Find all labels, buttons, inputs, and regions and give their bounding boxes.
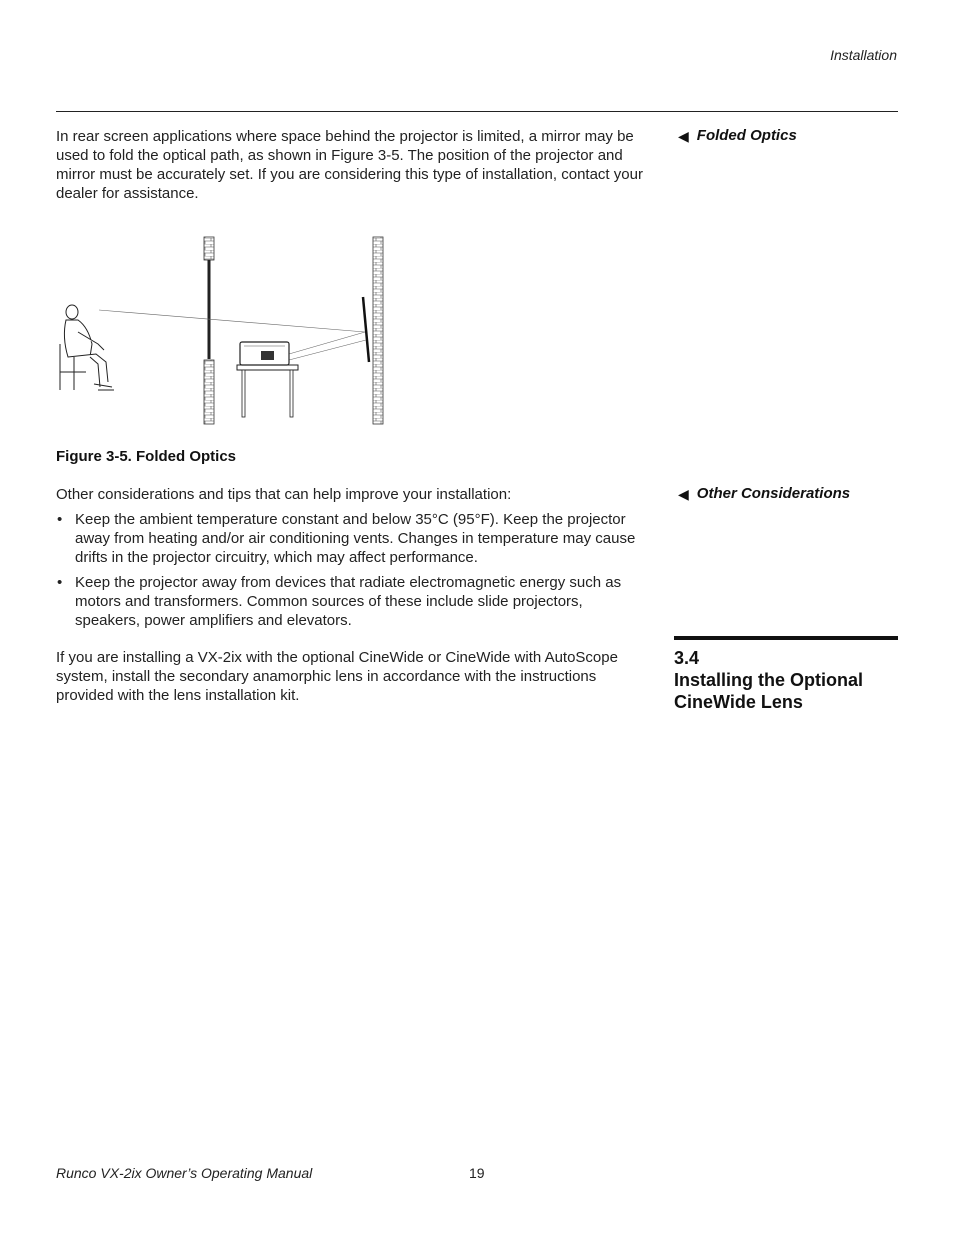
other-considerations-heading	[678, 485, 850, 502]
list-item	[56, 573, 646, 630]
left-arrow-icon: ◀	[678, 127, 689, 144]
footer-manual-title: Runco VX-2ix Owner’s Operating Manual	[56, 1165, 313, 1181]
mirror	[363, 297, 369, 362]
other-considerations-heading-label: Other Considerations	[696, 485, 851, 502]
running-header: Installation	[830, 47, 897, 63]
cinewide-paragraph: If you are installing a VX-2ix with the optional CineWide or CineWide with AutoScope system, install the secondary anamorphic lens in accordance with the instructions provided with the lens installation kit.	[56, 649, 618, 704]
left-arrow-icon: ◀	[678, 485, 689, 502]
folded-optics-heading	[678, 127, 797, 144]
bullet-icon: •	[57, 511, 63, 528]
projector-table	[237, 365, 298, 417]
other-considerations-intro: Other considerations and tips that can help improve your installation:	[56, 486, 512, 503]
list-item	[56, 510, 646, 567]
section-title-line2: CineWide Lens	[674, 692, 803, 712]
page-number: 19	[469, 1165, 485, 1181]
projector	[240, 342, 289, 365]
section-title-line1: Installing the Optional	[674, 670, 863, 690]
list-item-text: Keep the ambient temperature constant and below 35°C (95°F). Keep the projector away from heating and/or air conditioning vents. Changes in temperature may cause drifts in the projector circuitry, which may affect performance.	[75, 511, 636, 566]
header-rule	[56, 111, 898, 112]
section-number: 3.4	[674, 648, 700, 668]
back-wall	[373, 237, 383, 424]
folded-optics-figure	[54, 232, 394, 432]
folded-optics-heading-label: Folded Optics	[696, 127, 797, 144]
list-item-text: Keep the projector away from devices that radiate electromagnetic energy such as motors and transformers. Common sources of these include slide projectors, speakers, power amplifiers and elevators.	[75, 574, 622, 629]
considerations-list	[56, 510, 646, 636]
screen-wall	[204, 237, 214, 424]
light-path	[99, 310, 366, 360]
viewer-figure	[60, 305, 114, 390]
section-rule	[674, 636, 898, 640]
folded-optics-paragraph: In rear screen applications where space behind the projector is limited, a mirror may be used to fold the optical path, as shown in Figure 3-5. The position of the projector and mirror must be accurately set. If you are considering this type of installation, contact your dealer for assistance.	[56, 128, 643, 202]
bullet-icon: •	[57, 574, 63, 591]
figure-caption: Figure 3-5. Folded Optics	[56, 448, 237, 465]
section-heading	[674, 647, 898, 713]
